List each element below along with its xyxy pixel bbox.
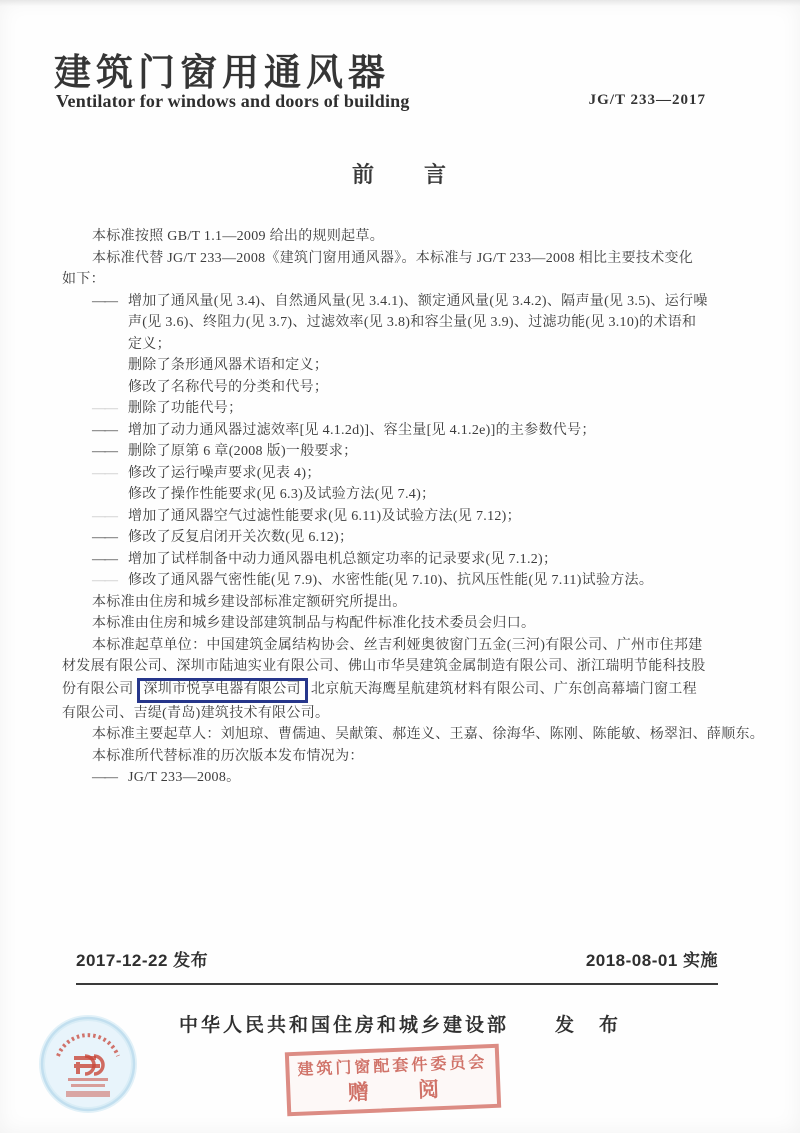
line-text: JG/T 233—2008。: [128, 770, 241, 785]
foreword-line: [62, 463, 756, 485]
dash-marker: [92, 355, 128, 377]
highlighted-company-box: 深圳市悦享电器有限公司: [137, 678, 308, 703]
line-text: 删除了功能代号；: [128, 401, 243, 416]
blue-circular-stamp: [38, 1014, 138, 1114]
publisher-name: 中华人民共和国住房和城乡建设部: [178, 1015, 509, 1036]
dash-marker: ——: [92, 573, 116, 588]
line-text: 份有限公司: [62, 681, 134, 697]
foreword-line: [62, 312, 756, 334]
foreword-line: [62, 678, 756, 703]
foreword-line: [62, 398, 756, 420]
foreword-lines: [62, 226, 765, 789]
foreword-line: [62, 656, 756, 678]
line-text: 删除了条形通风器术语和定义；: [128, 358, 329, 373]
line-text: 增加了试样制备中动力通风器电机总额定功率的记录要求(见 7.1.2)；: [128, 551, 558, 567]
foreword-line: [62, 506, 756, 528]
footer-divider: [76, 983, 718, 985]
line-text: 定义；: [128, 336, 171, 352]
dash-marker: [92, 377, 128, 399]
foreword-line: [62, 334, 756, 356]
issue-date: 2017-12-22 发布: [76, 951, 209, 970]
line-text: 修改了运行噪声要求(见表 4)；: [128, 465, 321, 481]
line-text: 材发展有限公司、深圳市陆迪实业有限公司、佛山市华昊建筑金属制造有限公司、浙江瑞明节能科技股: [62, 659, 706, 674]
publish-label: 发 布: [555, 1015, 622, 1036]
standard-code: JG/T 233—2017: [588, 92, 706, 108]
foreword-line: [62, 248, 756, 270]
dash-marker: ——: [92, 770, 116, 785]
dash-marker: ——: [92, 551, 116, 567]
dash-marker: ——: [92, 508, 116, 524]
line-text: 本标准起草单位：中国建筑金属结构协会、丝吉利娅奥彼窗门五金(三河)有限公司、广州市住邦建: [92, 637, 703, 653]
line-text: 本标准代替 JG/T 233—2008《建筑门窗用通风器》。本标准与 JG/T 233—2008 相比主要技术变化: [92, 250, 694, 266]
line-text: 增加了通风量(见 3.4)、自然通风量(见 3.4.1)、额定通风量(见 3.4.2)、隔声量(见 3.5)、运行噪: [128, 293, 708, 309]
foreword-line: [62, 549, 756, 571]
dash-marker: ——: [92, 422, 116, 438]
foreword-line: [62, 484, 756, 506]
foreword-line: [62, 355, 756, 377]
line-text: 增加了通风器空气过滤性能要求(见 6.11)及试验方法(见 7.12)；: [128, 508, 521, 524]
line-text: 本标准主要起草人：刘旭琼、曹儒迪、吴献策、郝连义、王嘉、徐海华、陈刚、陈能敏、杨翠汩、薛顺东。: [92, 727, 765, 742]
line-text: 本标准所代替标准的历次版本发布情况为：: [92, 748, 364, 764]
foreword-line: [62, 724, 765, 746]
page-title: 建筑门窗用通风器: [54, 52, 390, 93]
certification-stamp-icon: [38, 1014, 138, 1114]
dash-marker: ——: [92, 530, 116, 545]
foreword-line: [62, 635, 756, 657]
line-text: 如下：: [62, 272, 105, 287]
red-gift-stamp: [285, 1044, 501, 1117]
dash-marker: ——: [92, 444, 116, 459]
line-text: 本标准由住房和城乡建设部标准定额研究所提出。: [92, 594, 407, 610]
dash-marker: ——: [92, 465, 116, 481]
line-text: 删除了原第 6 章(2008 版)一般要求；: [128, 444, 358, 459]
foreword-line: [62, 592, 756, 614]
foreword-line: [62, 703, 756, 725]
line-text: 修改了反复启闭开关次数(见 6.12)；: [128, 530, 354, 545]
foreword-line: [62, 570, 756, 592]
dash-marker: [92, 484, 128, 506]
line-text: 北京航天海鹰星航建筑材料有限公司、广东创高幕墙门窗工程: [310, 681, 697, 697]
line-text: 本标准由住房和城乡建设部建筑制品与构配件标准化技术委员会归口。: [92, 616, 536, 631]
date-row: [76, 946, 718, 971]
foreword-line: [62, 441, 756, 463]
line-text: 增加了动力通风器过滤效率[见 4.1.2d)]、容尘量[见 4.1.2e)]的主参数代号；: [128, 422, 596, 438]
line-text: 有限公司、吉缇(青岛)建筑技术有限公司。: [62, 705, 330, 721]
foreword-line: [62, 767, 756, 789]
line-text: 修改了名称代号的分类和代号；: [128, 379, 329, 395]
dash-marker: ——: [92, 293, 116, 309]
red-stamp-gift-label: 赠 阅: [347, 1076, 454, 1105]
foreword-line: [62, 527, 756, 549]
foreword-line: [62, 420, 756, 442]
line-text: 声(见 3.6)、终阻力(见 3.7)、过滤效率(见 3.8)和容尘量(见 3.9)、过滤功能(见 3.10)的术语和: [128, 315, 697, 330]
line-text: 本标准按照 GB/T 1.1—2009 给出的规则起草。: [92, 229, 385, 244]
foreword-line: [62, 613, 756, 635]
line-text: 修改了操作性能要求(见 6.3)及试验方法(见 7.4)；: [128, 487, 436, 502]
foreword-line: [62, 377, 756, 399]
foreword-line: [62, 226, 756, 248]
foreword-line: [62, 291, 756, 313]
foreword-line: [62, 269, 756, 291]
implement-date: 2018-08-01 实施: [585, 951, 718, 970]
page-title-english: Ventilator for windows and doors of building: [56, 91, 410, 111]
foreword-heading: 前 言: [351, 162, 448, 187]
dash-marker: ——: [92, 401, 116, 416]
red-stamp-committee: 建筑门窗配套件委员会: [297, 1054, 488, 1079]
line-text: 修改了通风器气密性能(见 7.9)、水密性能(见 7.10)、抗风压性能(见 7.11)试验方法。: [128, 573, 654, 588]
foreword-line: [62, 746, 756, 768]
